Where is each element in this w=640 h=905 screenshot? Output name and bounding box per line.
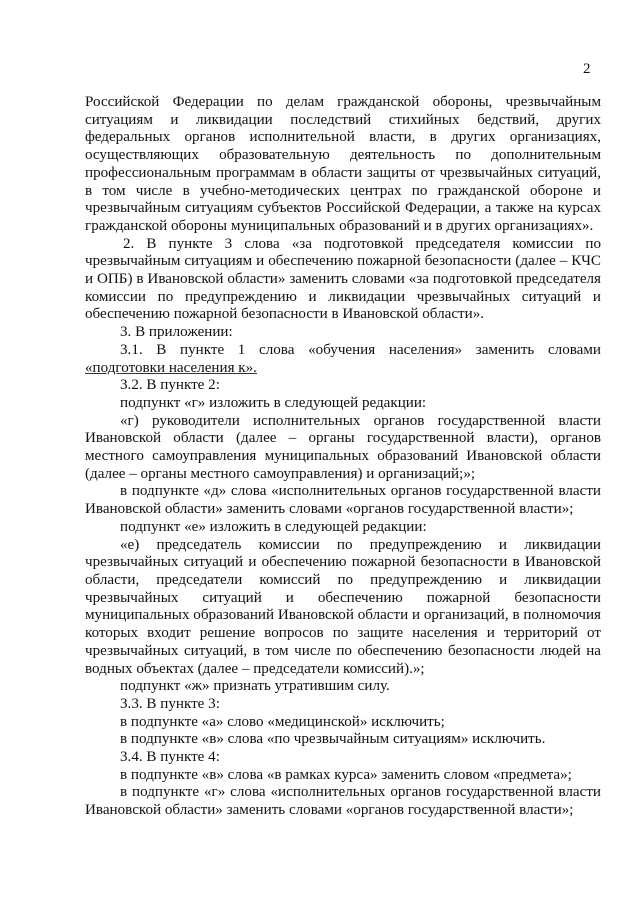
paragraph-13: в подпункте «а» слово «медицинской» исключить; (120, 713, 445, 730)
paragraph-4-text: 3.1. В пункте 1 слова «обучения населения» заменить словами (120, 341, 601, 358)
document-body (85, 94, 601, 820)
page-number: 2 (583, 61, 591, 77)
paragraph-2: 2. В пункте 3 слова «за подготовкой председателя комиссии по чрезвычайным ситуациям и обеспечению пожарной безопасности (далее – КЧС и ОПБ) в Ивановской области» заменить словами «за подготовкой председателя комиссии по предупреждению и ликвидации чрезвычайных ситуаций и обеспечению пожарной безопасности в Ивановской области». (85, 235, 601, 323)
paragraph-17: в подпункте «г» слова «исполнительных органов государственной власти Ивановской области» заменить словами «органов государственной власти»; (85, 784, 601, 819)
paragraph-12: 3.3. В пункте 3: (120, 695, 220, 712)
paragraph-16: в подпункте «в» слова «в рамках курса» заменить словом «предмета»; (120, 766, 572, 783)
paragraph-9: подпункт «е» изложить в следующей редакции: (120, 518, 427, 535)
paragraph-8: в подпункте «д» слова «исполнительных органов государственной власти Ивановской области» заменить словами «органов государственной власти»; (85, 483, 601, 518)
paragraph-7: «г) руководители исполнительных органов государственной власти Ивановской области (далее – органы государственной власти), органов местного самоуправления муниципальных образований Ивановской области (далее – органы местного самоуправления) и организаций;»; (85, 412, 601, 482)
paragraph-3: 3. В приложении: (120, 324, 233, 341)
paragraph-4 (85, 342, 601, 377)
underlined-phrase: «подготовки населения к». (85, 359, 257, 376)
paragraph-14: в подпункте «в» слова «по чрезвычайным ситуациям» исключить. (120, 731, 546, 748)
paragraph-6: подпункт «г» изложить в следующей редакции: (120, 394, 427, 411)
paragraph-10: «е) председатель комиссии по предупреждению и ликвидации чрезвычайных ситуаций и обеспечению пожарной безопасности в Ивановской области, председатели комиссий по предупреждению и ликвидации чрезвычайных ситуаций и обеспечению пожарной безопасности муниципальных образований Ивановской области и организаций, в полномочия которых входит решение вопросов по защите населения и территорий от чрезвычайных ситуаций, в том числе по обеспечению безопасности людей на водных объектах (далее – председатели комиссий).»; (85, 536, 601, 677)
paragraph-11: подпункт «ж» признать утратившим силу. (120, 678, 390, 695)
paragraph-15: 3.4. В пункте 4: (120, 749, 220, 766)
paragraph-1: Российской Федерации по делам гражданской обороны, чрезвычайным ситуациям и ликвидации последствий стихийных бедствий, других федеральных органов исполнительной власти, в других организациях, осуществляющих образовательную деятельность по дополнительным профессиональным программам в области защиты от чрезвычайных ситуаций, в том числе в учебно-методических центрах по гражданской обороне и чрезвычайным ситуациям субъектов Российской Федерации, а также на курсах гражданской обороны муниципальных образований и в других организациях». (85, 94, 601, 234)
paragraph-5: 3.2. В пункте 2: (120, 377, 220, 394)
